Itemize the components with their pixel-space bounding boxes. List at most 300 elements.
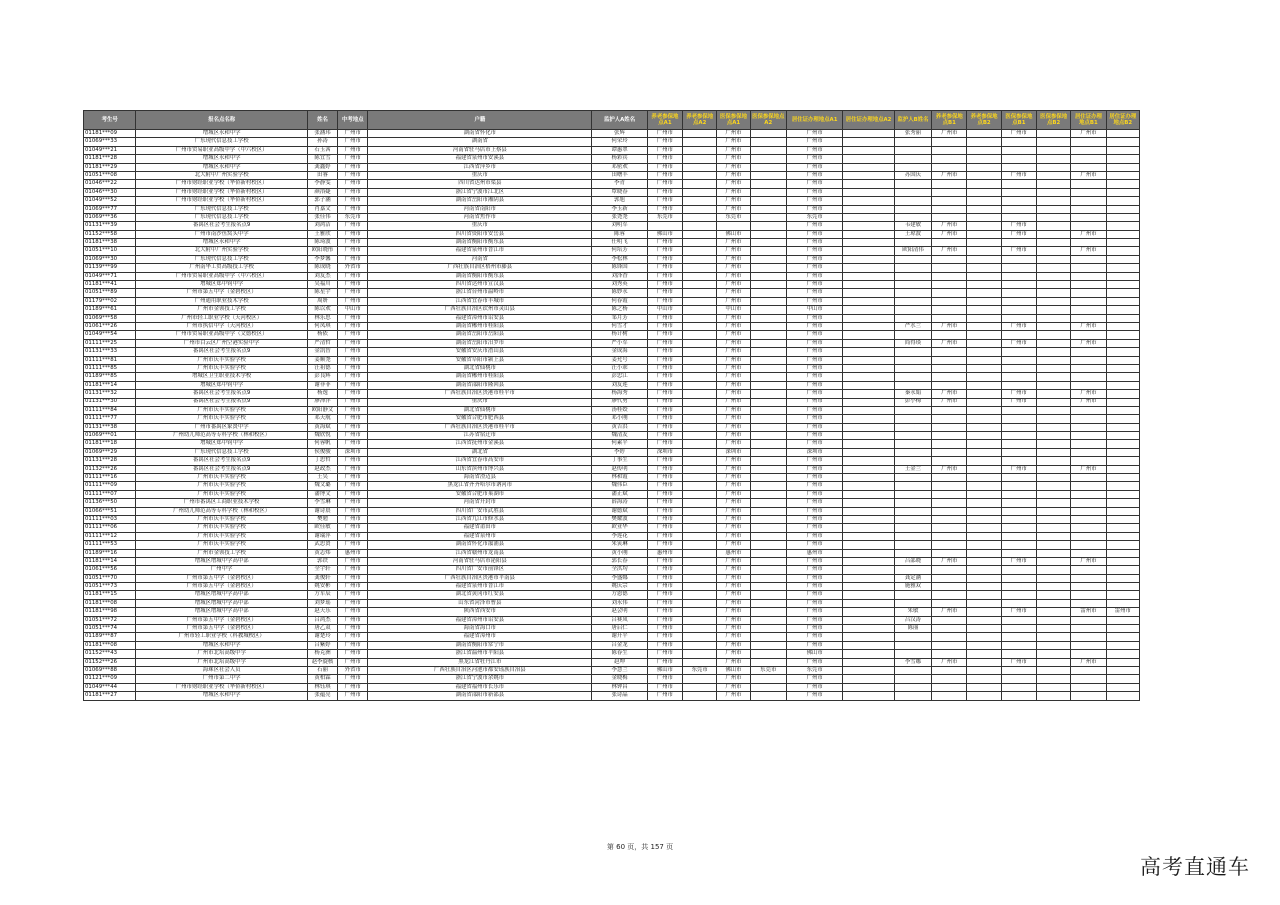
table-cell xyxy=(1106,239,1139,247)
table-cell: 湖北省黄冈市红安县 xyxy=(368,591,592,599)
table-cell xyxy=(843,650,894,658)
table-cell xyxy=(967,197,1001,205)
table-cell: 广州市 xyxy=(717,633,750,641)
table-cell: 广州市 xyxy=(1001,390,1036,398)
table-cell xyxy=(1037,667,1071,675)
table-cell xyxy=(683,482,717,490)
table-cell: 01139***99 xyxy=(84,264,136,272)
table-cell: 广州市 xyxy=(786,230,842,238)
table-cell: 广州市 xyxy=(717,474,750,482)
table-cell: 广州市 xyxy=(338,574,368,582)
table-cell xyxy=(1037,130,1071,138)
table-cell xyxy=(1106,155,1139,163)
table-cell xyxy=(1106,255,1139,263)
table-cell xyxy=(683,591,717,599)
table-cell xyxy=(1037,188,1071,196)
table-cell xyxy=(843,322,894,330)
table-cell xyxy=(1071,364,1106,372)
table-cell: 谭惠翠 xyxy=(592,146,647,154)
table-cell: 广州市 xyxy=(717,406,750,414)
table-cell xyxy=(843,482,894,490)
table-cell: 01111***16 xyxy=(84,474,136,482)
table-cell: 李雪娜 xyxy=(894,658,931,666)
table-cell: 广州市 xyxy=(647,515,682,523)
table-cell: 广州市 xyxy=(717,599,750,607)
table-cell: 陈以欢 xyxy=(307,306,337,314)
table-cell xyxy=(843,163,894,171)
table-cell: 湖北省 xyxy=(368,448,592,456)
table-cell: 广州市 xyxy=(338,557,368,565)
table-cell: 广州市 xyxy=(932,398,967,406)
table-cell: 龚鑫婷 xyxy=(307,163,337,171)
table-cell xyxy=(1001,146,1036,154)
table-cell: 广州市 xyxy=(786,683,842,691)
table-cell xyxy=(1037,163,1071,171)
table-cell: 四川省资阳市安岳县 xyxy=(368,230,592,238)
table-cell xyxy=(750,188,786,196)
table-cell: 广州市 xyxy=(717,490,750,498)
table-cell xyxy=(967,574,1001,582)
table-cell: 广州市财经职业学校（华侨新村校区） xyxy=(136,188,307,196)
table-cell: 广州市 xyxy=(717,683,750,691)
table-cell xyxy=(932,373,967,381)
table-cell xyxy=(932,356,967,364)
table-cell: 佛山市 xyxy=(786,650,842,658)
table-cell xyxy=(1037,448,1071,456)
table-cell: 刘友杰 xyxy=(307,272,337,280)
table-cell xyxy=(750,415,786,423)
table-cell xyxy=(843,297,894,305)
table-cell: 广州市 xyxy=(932,339,967,347)
table-row xyxy=(84,667,1140,675)
table-cell xyxy=(932,432,967,440)
table-cell xyxy=(1071,146,1106,154)
table-cell: 广州市 xyxy=(1001,222,1036,230)
table-cell: 赵会明 xyxy=(592,608,647,616)
table-cell xyxy=(894,440,931,448)
table-cell: 何培芳 xyxy=(592,247,647,255)
table-cell: 广州市 xyxy=(338,331,368,339)
table-cell: 刘鸿洁 xyxy=(307,222,337,230)
table-cell: 广州市 xyxy=(338,658,368,666)
table-cell: 01181***09 xyxy=(84,130,136,138)
table-cell: 增城区永和中学 xyxy=(136,130,307,138)
column-header: 养老参保地点B1 xyxy=(932,111,967,130)
table-cell: 龚定涵 xyxy=(894,574,931,582)
table-cell: 四川省达州市宣汉县 xyxy=(368,281,592,289)
table-cell: 李静雯 xyxy=(307,180,337,188)
table-cell xyxy=(750,633,786,641)
table-cell: 广州市 xyxy=(338,239,368,247)
table-cell xyxy=(1106,474,1139,482)
table-cell xyxy=(1001,507,1036,515)
table-cell xyxy=(1071,423,1106,431)
table-cell xyxy=(967,499,1001,507)
table-cell xyxy=(894,524,931,532)
table-cell: 广州市 xyxy=(1071,557,1106,565)
table-cell: 李莲花 xyxy=(592,532,647,540)
table-cell: 惠州市 xyxy=(717,549,750,557)
table-cell: 广州市番禺区工商职业技术学校 xyxy=(136,499,307,507)
table-cell: 广州市 xyxy=(786,406,842,414)
table-cell: 番禺区社会考生报名点9 xyxy=(136,348,307,356)
table-cell xyxy=(1106,356,1139,364)
table-cell: 田曙丰 xyxy=(592,171,647,179)
table-cell: 广州市北培高级中学 xyxy=(136,658,307,666)
table-cell xyxy=(843,239,894,247)
table-cell: 广州市 xyxy=(1001,171,1036,179)
table-cell xyxy=(1037,566,1071,574)
table-cell: 吕赛凤 xyxy=(592,616,647,624)
table-cell: 广州市 xyxy=(786,474,842,482)
table-cell: 广州市 xyxy=(786,641,842,649)
table-cell xyxy=(1001,524,1036,532)
table-cell: 01132***26 xyxy=(84,465,136,473)
table-cell: 广州市庆丰实验学校 xyxy=(136,356,307,364)
table-cell: 彭忠江 xyxy=(592,373,647,381)
table-cell: 广州市 xyxy=(338,171,368,179)
table-cell xyxy=(894,356,931,364)
table-cell: 赵政杰 xyxy=(307,465,337,473)
table-cell xyxy=(1071,541,1106,549)
table-cell: 增城区永和中学 xyxy=(136,692,307,700)
table-cell: 邹月芳 xyxy=(592,314,647,322)
table-cell xyxy=(843,591,894,599)
table-cell: 广州市 xyxy=(1001,339,1036,347)
table-cell xyxy=(1106,591,1139,599)
table-cell xyxy=(1037,297,1071,305)
table-cell xyxy=(843,247,894,255)
table-cell xyxy=(967,658,1001,666)
table-cell: 湖北省仙桃市 xyxy=(368,406,592,414)
table-cell: 广州市财经职业学校（华侨新村校区） xyxy=(136,683,307,691)
table-cell xyxy=(717,222,750,230)
table-cell: 01111***07 xyxy=(84,490,136,498)
table-cell xyxy=(843,608,894,616)
table-cell: 广州市 xyxy=(786,239,842,247)
table-cell xyxy=(1106,339,1139,347)
table-cell xyxy=(1001,297,1036,305)
table-cell: 广州市 xyxy=(786,188,842,196)
table-cell xyxy=(1071,314,1106,322)
table-cell: 杨逸 xyxy=(307,390,337,398)
table-cell xyxy=(1106,264,1139,272)
table-row xyxy=(84,524,1140,532)
table-cell xyxy=(1037,507,1071,515)
table-cell: 广州市 xyxy=(1001,658,1036,666)
table-cell xyxy=(894,457,931,465)
table-cell xyxy=(683,448,717,456)
table-cell: 广州市 xyxy=(647,239,682,247)
table-row xyxy=(84,373,1140,381)
table-cell xyxy=(1106,432,1139,440)
table-cell xyxy=(1037,524,1071,532)
table-cell xyxy=(1037,322,1071,330)
table-cell xyxy=(1037,423,1071,431)
table-cell xyxy=(1106,440,1139,448)
table-cell: 广州市 xyxy=(338,432,368,440)
table-cell: 广州市 xyxy=(717,138,750,146)
table-cell: 广州市 xyxy=(647,205,682,213)
table-cell: 广州市 xyxy=(647,599,682,607)
table-cell: 潘正斌 xyxy=(592,490,647,498)
table-cell: 广州市 xyxy=(932,171,967,179)
table-cell xyxy=(1071,549,1106,557)
table-cell xyxy=(750,440,786,448)
table-cell: 严清哲 xyxy=(307,339,337,347)
table-cell: 广州市 xyxy=(338,608,368,616)
table-cell xyxy=(1106,633,1139,641)
table-cell: 广州市第二中学 xyxy=(136,675,307,683)
table-cell: 广州市庆丰实验学校 xyxy=(136,364,307,372)
table-cell: 广州市 xyxy=(717,692,750,700)
table-row xyxy=(84,641,1140,649)
table-cell xyxy=(1037,499,1071,507)
table-cell: 吴福川 xyxy=(307,281,337,289)
table-cell xyxy=(750,171,786,179)
table-cell: 广西壮族自治区贵港市桂平市 xyxy=(368,423,592,431)
table-cell xyxy=(967,364,1001,372)
table-row xyxy=(84,356,1140,364)
table-cell: 广州市 xyxy=(786,398,842,406)
table-cell: 广州市贸易职业高级中学（中六校区） xyxy=(136,272,307,280)
table-cell: 邓密欢 xyxy=(592,163,647,171)
table-cell xyxy=(1001,381,1036,389)
table-cell: 姜顺尧 xyxy=(307,356,337,364)
table-cell xyxy=(967,255,1001,263)
table-cell xyxy=(750,230,786,238)
table-cell xyxy=(1106,247,1139,255)
table-cell: 刘友莲 xyxy=(592,381,647,389)
table-cell: 陈丽 xyxy=(894,625,931,633)
table-cell xyxy=(1037,364,1071,372)
table-cell xyxy=(894,289,931,297)
table-cell: 金凯智 xyxy=(307,348,337,356)
table-cell: 01179***02 xyxy=(84,297,136,305)
table-cell xyxy=(894,272,931,280)
table-cell: 广州市 xyxy=(647,356,682,364)
table-cell: 01111***84 xyxy=(84,406,136,414)
table-cell: 增城区郑中钧中学 xyxy=(136,381,307,389)
table-cell: 广州市 xyxy=(786,574,842,582)
table-cell: 孙涛 xyxy=(307,138,337,146)
table-cell xyxy=(843,549,894,557)
table-cell: 01051***70 xyxy=(84,574,136,582)
table-cell xyxy=(1106,415,1139,423)
table-cell: 韦建敏 xyxy=(894,222,931,230)
table-cell xyxy=(1106,532,1139,540)
table-cell: 广州市 xyxy=(338,515,368,523)
table-cell xyxy=(894,213,931,221)
table-cell xyxy=(894,633,931,641)
table-cell xyxy=(1037,541,1071,549)
table-cell xyxy=(1071,415,1106,423)
table-cell: 广州市 xyxy=(786,583,842,591)
table-cell: 广州市 xyxy=(647,541,682,549)
table-cell: 广州市番禺区象贤中学 xyxy=(136,423,307,431)
table-cell: 何凤琪 xyxy=(307,322,337,330)
table-cell: 广州市庆丰实验学校 xyxy=(136,532,307,540)
table-cell xyxy=(843,541,894,549)
table-row xyxy=(84,272,1140,280)
table-cell: 江西省萍乡市 xyxy=(368,163,592,171)
table-cell: 广州市 xyxy=(717,440,750,448)
table-cell: 广州市执信中学（天河校区） xyxy=(136,322,307,330)
table-cell xyxy=(1071,289,1106,297)
table-cell: 广州市庆丰实验学校 xyxy=(136,415,307,423)
table-cell xyxy=(894,138,931,146)
table-cell: 01181***28 xyxy=(84,155,136,163)
table-cell xyxy=(750,507,786,515)
table-cell xyxy=(683,230,717,238)
column-header: 监护人B姓名 xyxy=(894,111,931,130)
table-cell: 增城区永和中学 xyxy=(136,641,307,649)
table-cell xyxy=(1037,247,1071,255)
table-cell xyxy=(932,306,967,314)
table-cell: 广州市 xyxy=(717,247,750,255)
table-cell xyxy=(750,130,786,138)
table-cell xyxy=(1106,499,1139,507)
column-header: 养老参保地点A1 xyxy=(647,111,682,130)
table-cell xyxy=(683,306,717,314)
table-cell xyxy=(894,373,931,381)
table-cell: 广州市 xyxy=(717,398,750,406)
table-cell: 01111***81 xyxy=(84,356,136,364)
table-cell: 广州市 xyxy=(647,608,682,616)
table-cell xyxy=(1106,507,1139,515)
table-cell: 广州市 xyxy=(786,289,842,297)
table-cell: 广州市 xyxy=(717,457,750,465)
table-cell: 广州市 xyxy=(338,440,368,448)
table-cell: 广州市 xyxy=(338,222,368,230)
table-row xyxy=(84,574,1140,582)
table-cell xyxy=(894,474,931,482)
table-cell xyxy=(1106,641,1139,649)
table-cell xyxy=(683,197,717,205)
table-cell: 广州市庆丰实验学校 xyxy=(136,541,307,549)
table-cell xyxy=(843,599,894,607)
table-cell xyxy=(967,465,1001,473)
table-cell xyxy=(1001,499,1036,507)
table-cell: 广州市 xyxy=(338,255,368,263)
table-cell: 广州市 xyxy=(647,381,682,389)
table-cell xyxy=(967,507,1001,515)
table-cell xyxy=(1106,213,1139,221)
table-cell xyxy=(1037,415,1071,423)
table-cell xyxy=(932,524,967,532)
table-cell xyxy=(750,356,786,364)
table-cell: 湖南省邵阳市隆回县 xyxy=(368,381,592,389)
table-cell: 谢菲菲 xyxy=(307,381,337,389)
table-cell: 广州市 xyxy=(647,188,682,196)
table-cell: 陈春生 xyxy=(592,650,647,658)
table-cell xyxy=(967,633,1001,641)
table-cell: 广州市第五中学（金碧校区） xyxy=(136,616,307,624)
table-cell xyxy=(1071,507,1106,515)
table-cell: 姚安彬 xyxy=(307,583,337,591)
table-cell: 赵坤 xyxy=(592,658,647,666)
table-cell xyxy=(932,482,967,490)
table-cell: 肖嘉文 xyxy=(307,205,337,213)
table-cell xyxy=(932,423,967,431)
table-cell: 施雅双 xyxy=(894,583,931,591)
table-row xyxy=(84,146,1140,154)
table-cell xyxy=(683,281,717,289)
table-cell xyxy=(683,432,717,440)
table-cell: 广州市 xyxy=(647,675,682,683)
table-cell xyxy=(1106,390,1139,398)
table-cell: 唐乙双 xyxy=(307,625,337,633)
table-cell: 吕邵晓 xyxy=(894,557,931,565)
table-cell: 广州市财经职业学校（华侨新村校区） xyxy=(136,197,307,205)
table-cell: 广州市庆丰实验学校 xyxy=(136,482,307,490)
table-cell xyxy=(843,457,894,465)
table-cell xyxy=(1106,549,1139,557)
table-cell xyxy=(750,465,786,473)
table-cell xyxy=(1037,213,1071,221)
table-cell xyxy=(1037,432,1071,440)
table-cell xyxy=(1106,482,1139,490)
table-cell: 广州市 xyxy=(786,507,842,515)
table-cell: 陈琦波 xyxy=(307,239,337,247)
table-cell: 广东现代信息技工学校 xyxy=(136,138,307,146)
table-cell xyxy=(750,532,786,540)
table-cell xyxy=(1037,171,1071,179)
table-cell: 方恩德 xyxy=(592,591,647,599)
table-cell xyxy=(932,515,967,523)
table-cell: 林钰琪 xyxy=(307,683,337,691)
table-cell: 魏文璐 xyxy=(307,482,337,490)
table-cell xyxy=(894,281,931,289)
table-cell: 佛山市 xyxy=(717,230,750,238)
table-cell: 广州市 xyxy=(338,205,368,213)
table-cell xyxy=(1001,406,1036,414)
table-cell xyxy=(1071,524,1106,532)
table-cell xyxy=(932,583,967,591)
table-cell xyxy=(932,264,967,272)
table-cell xyxy=(1001,306,1036,314)
table-cell: 广州市 xyxy=(786,146,842,154)
table-cell: 江西省九江市修水县 xyxy=(368,515,592,523)
table-cell: 广州市 xyxy=(786,390,842,398)
table-cell: 广州市 xyxy=(647,566,682,574)
table-cell: 广州市 xyxy=(1001,322,1036,330)
table-cell xyxy=(1037,406,1071,414)
table-cell xyxy=(683,348,717,356)
table-cell: 欧阳清伟 xyxy=(894,247,931,255)
column-header: 医保参保地点B1 xyxy=(1001,111,1036,130)
table-cell xyxy=(683,222,717,230)
table-cell: 广州市 xyxy=(717,625,750,633)
table-cell: 01069***58 xyxy=(84,314,136,322)
table-cell: 广州市 xyxy=(647,348,682,356)
table-cell: 姜允号 xyxy=(592,356,647,364)
table-cell: 廖沛洋 xyxy=(307,398,337,406)
table-cell: 杨克洲 xyxy=(307,650,337,658)
table-cell: 广东现代信息技工学校 xyxy=(136,448,307,456)
table-cell xyxy=(932,448,967,456)
table-cell xyxy=(683,130,717,138)
table-row xyxy=(84,625,1140,633)
table-cell: 广州市 xyxy=(786,566,842,574)
table-cell: 01181***18 xyxy=(84,440,136,448)
table-cell: 广州市 xyxy=(786,532,842,540)
table-cell: 广州市 xyxy=(338,272,368,280)
table-cell xyxy=(750,608,786,616)
table-cell xyxy=(1037,457,1071,465)
table-cell xyxy=(843,138,894,146)
table-cell xyxy=(967,398,1001,406)
